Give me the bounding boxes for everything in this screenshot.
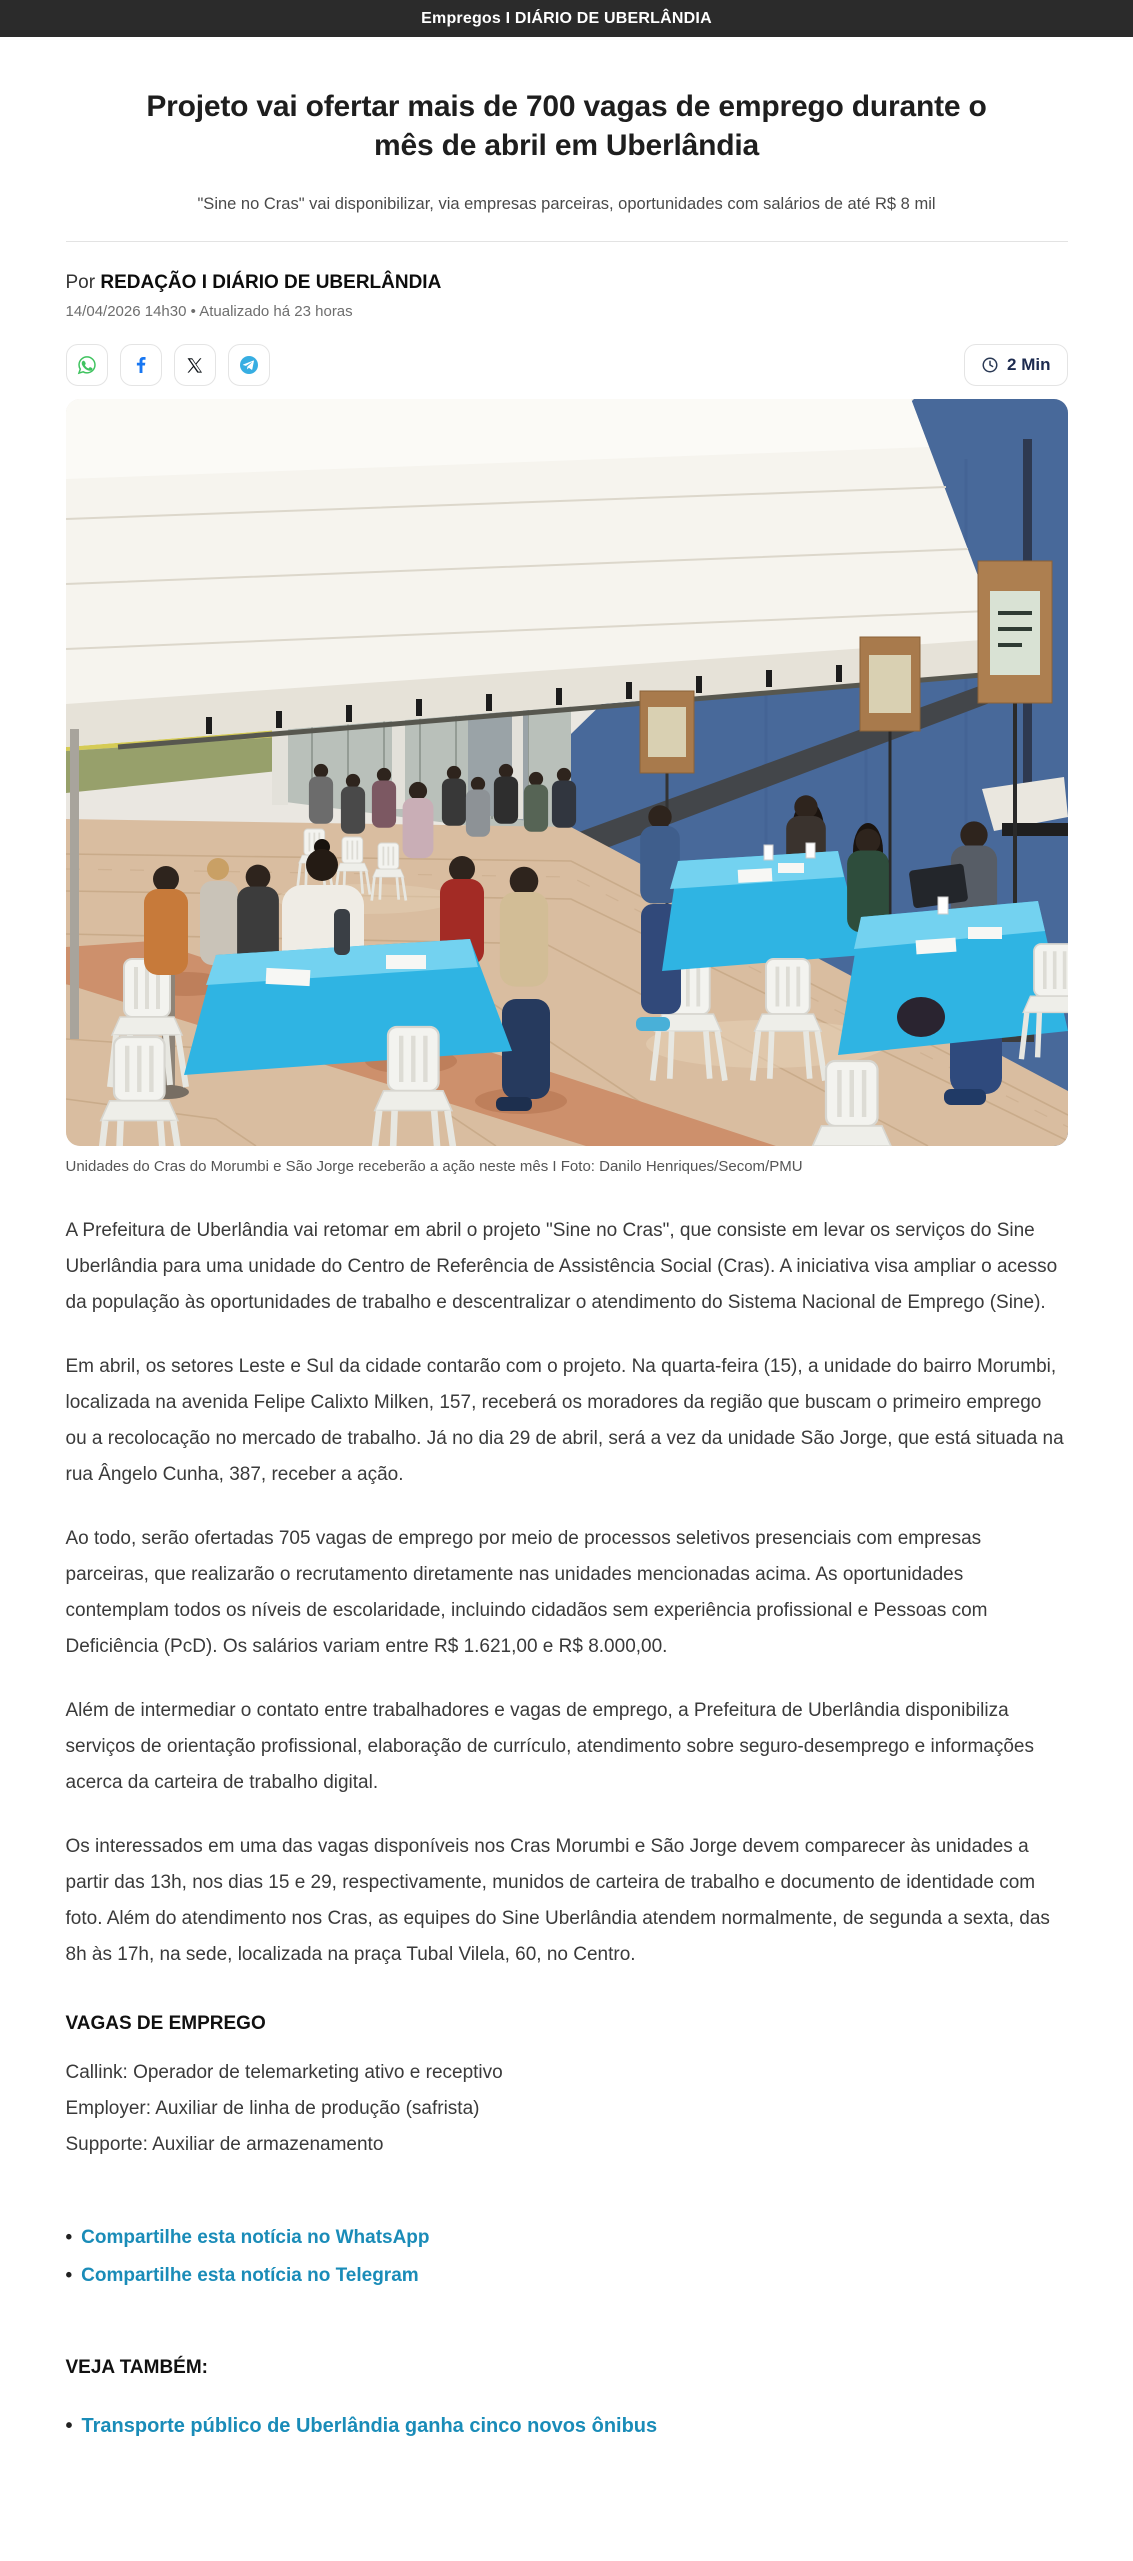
top-bar	[0, 0, 1133, 37]
share-whatsapp-button[interactable]	[66, 344, 108, 386]
list-item	[66, 2219, 1068, 2257]
bullet: •	[65, 2265, 73, 2286]
jobs-heading: VAGAS DE EMPREGO	[65, 2013, 266, 2034]
article-photo-illustration	[66, 399, 1068, 1146]
paragraph-4: Além de intermediar o contato entre trabalhadores e vagas de emprego, a Prefeitura de Uberlândia disponibiliza serviços de orientação profissional, elaboração de currículo, atendimento sobre seguro-desemprego e informações acerca da carteira de trabalho digital.	[65, 1700, 1034, 1793]
article-figure	[66, 399, 1068, 1175]
byline	[66, 272, 1068, 294]
share-links-list	[66, 2219, 1068, 2295]
x-icon	[184, 355, 205, 376]
share-telegram-button[interactable]	[228, 344, 270, 386]
divider	[66, 241, 1068, 242]
share-news-whatsapp-link[interactable]: Compartilhe esta notícia no WhatsApp	[81, 2227, 430, 2248]
top-bar-title: Empregos I DIÁRIO DE UBERLÂNDIA	[421, 9, 712, 27]
list-item	[66, 2257, 1068, 2295]
see-also-link[interactable]: Transporte público de Uberlândia ganha cinco novos ônibus	[81, 2415, 658, 2437]
paragraph-3: Ao todo, serão ofertadas 705 vagas de emprego por meio de processos seletivos presenciais com empresas parceiras, que realizarão o recrutamento diretamente nas unidades mencionadas acima. As oportunidades contemplam todos os níveis de escolaridade, incluindo cidadãos sem experiência profissional e Pessoas com Deficiência (PcD). Os salários variam entre R$ 1.621,00 e R$ 8.000,00.	[65, 1528, 988, 1657]
share-news-telegram-link[interactable]: Compartilhe esta notícia no Telegram	[81, 2265, 419, 2286]
clock-icon	[981, 356, 999, 374]
read-time-badge	[964, 344, 1067, 386]
job-item: Employer: Auxiliar de linha de produção (safrista)	[65, 2098, 480, 2119]
see-also-heading: VEJA TAMBÉM:	[65, 2357, 208, 2378]
date-line: 14/04/2026 14h30 • Atualizado há 23 horas	[65, 303, 353, 320]
job-item: Callink: Operador de telemarketing ativo e receptivo	[65, 2062, 503, 2083]
share-row	[66, 344, 1068, 386]
bullet: •	[65, 2415, 73, 2437]
article-photo	[66, 399, 1068, 1146]
share-buttons	[66, 344, 270, 386]
read-time-label: 2 Min	[1007, 355, 1051, 374]
paragraph-2: Em abril, os setores Leste e Sul da cidade contarão com o projeto. Na quarta-feira (15), a unidade do bairro Morumbi, localizada na avenida Felipe Calixto Milken, 157, receberá os moradores da região que buscam o primeiro emprego ou a recolocação no mercado de trabalho. Já no dia 29 de abril, será a vez da unidade São Jorge, que está situada na rua Ângelo Cunha, 387, receber a ação.	[65, 1356, 1064, 1485]
share-facebook-button[interactable]	[120, 344, 162, 386]
author-name[interactable]: REDAÇÃO I DIÁRIO DE UBERLÂNDIA	[100, 272, 442, 293]
see-also-item	[66, 2415, 1068, 2438]
paragraph-1: A Prefeitura de Uberlândia vai retomar em abril o projeto "Sine no Cras", que consiste em levar os serviços do Sine Uberlândia para uma unidade do Centro de Referência de Assistência Social (Cras). A iniciativa visa ampliar o acesso da população às oportunidades de trabalho e descentralizar o atendimento do Sistema Nacional de Emprego (Sine).	[65, 1220, 1058, 1313]
article-body	[66, 1213, 1068, 2438]
whatsapp-icon	[76, 354, 98, 376]
facebook-icon	[130, 354, 152, 376]
article-container	[66, 87, 1068, 2480]
telegram-icon	[237, 353, 261, 377]
jobs-list	[66, 2055, 1068, 2163]
byline-prefix: Por	[65, 272, 96, 293]
share-x-button[interactable]	[174, 344, 216, 386]
article-subtitle: "Sine no Cras" vai disponibilizar, via empresas parceiras, oportunidades com salários de até R$ 8 mil	[197, 195, 936, 213]
paragraph-5: Os interessados em uma das vagas disponíveis nos Cras Morumbi e São Jorge devem comparecer às unidades a partir das 13h, nos dias 15 e 29, respectivamente, munidos de carteira de trabalho e documento de identidade com foto. Além do atendimento nos Cras, as equipes do Sine Uberlândia atendem normalmente, de segunda a sexta, das 8h às 17h, na sede, localizada na praça Tubal Vilela, 60, no Centro.	[65, 1836, 1050, 1965]
job-item: Supporte: Auxiliar de armazenamento	[65, 2134, 384, 2155]
page-title: Projeto vai ofertar mais de 700 vagas de emprego durante o mês de abril em Uberlândia	[146, 90, 987, 162]
bullet: •	[65, 2227, 73, 2248]
photo-caption: Unidades do Cras do Morumbi e São Jorge receberão a ação neste mês I Foto: Danilo Henriques/Secom/PMU	[65, 1158, 803, 1175]
